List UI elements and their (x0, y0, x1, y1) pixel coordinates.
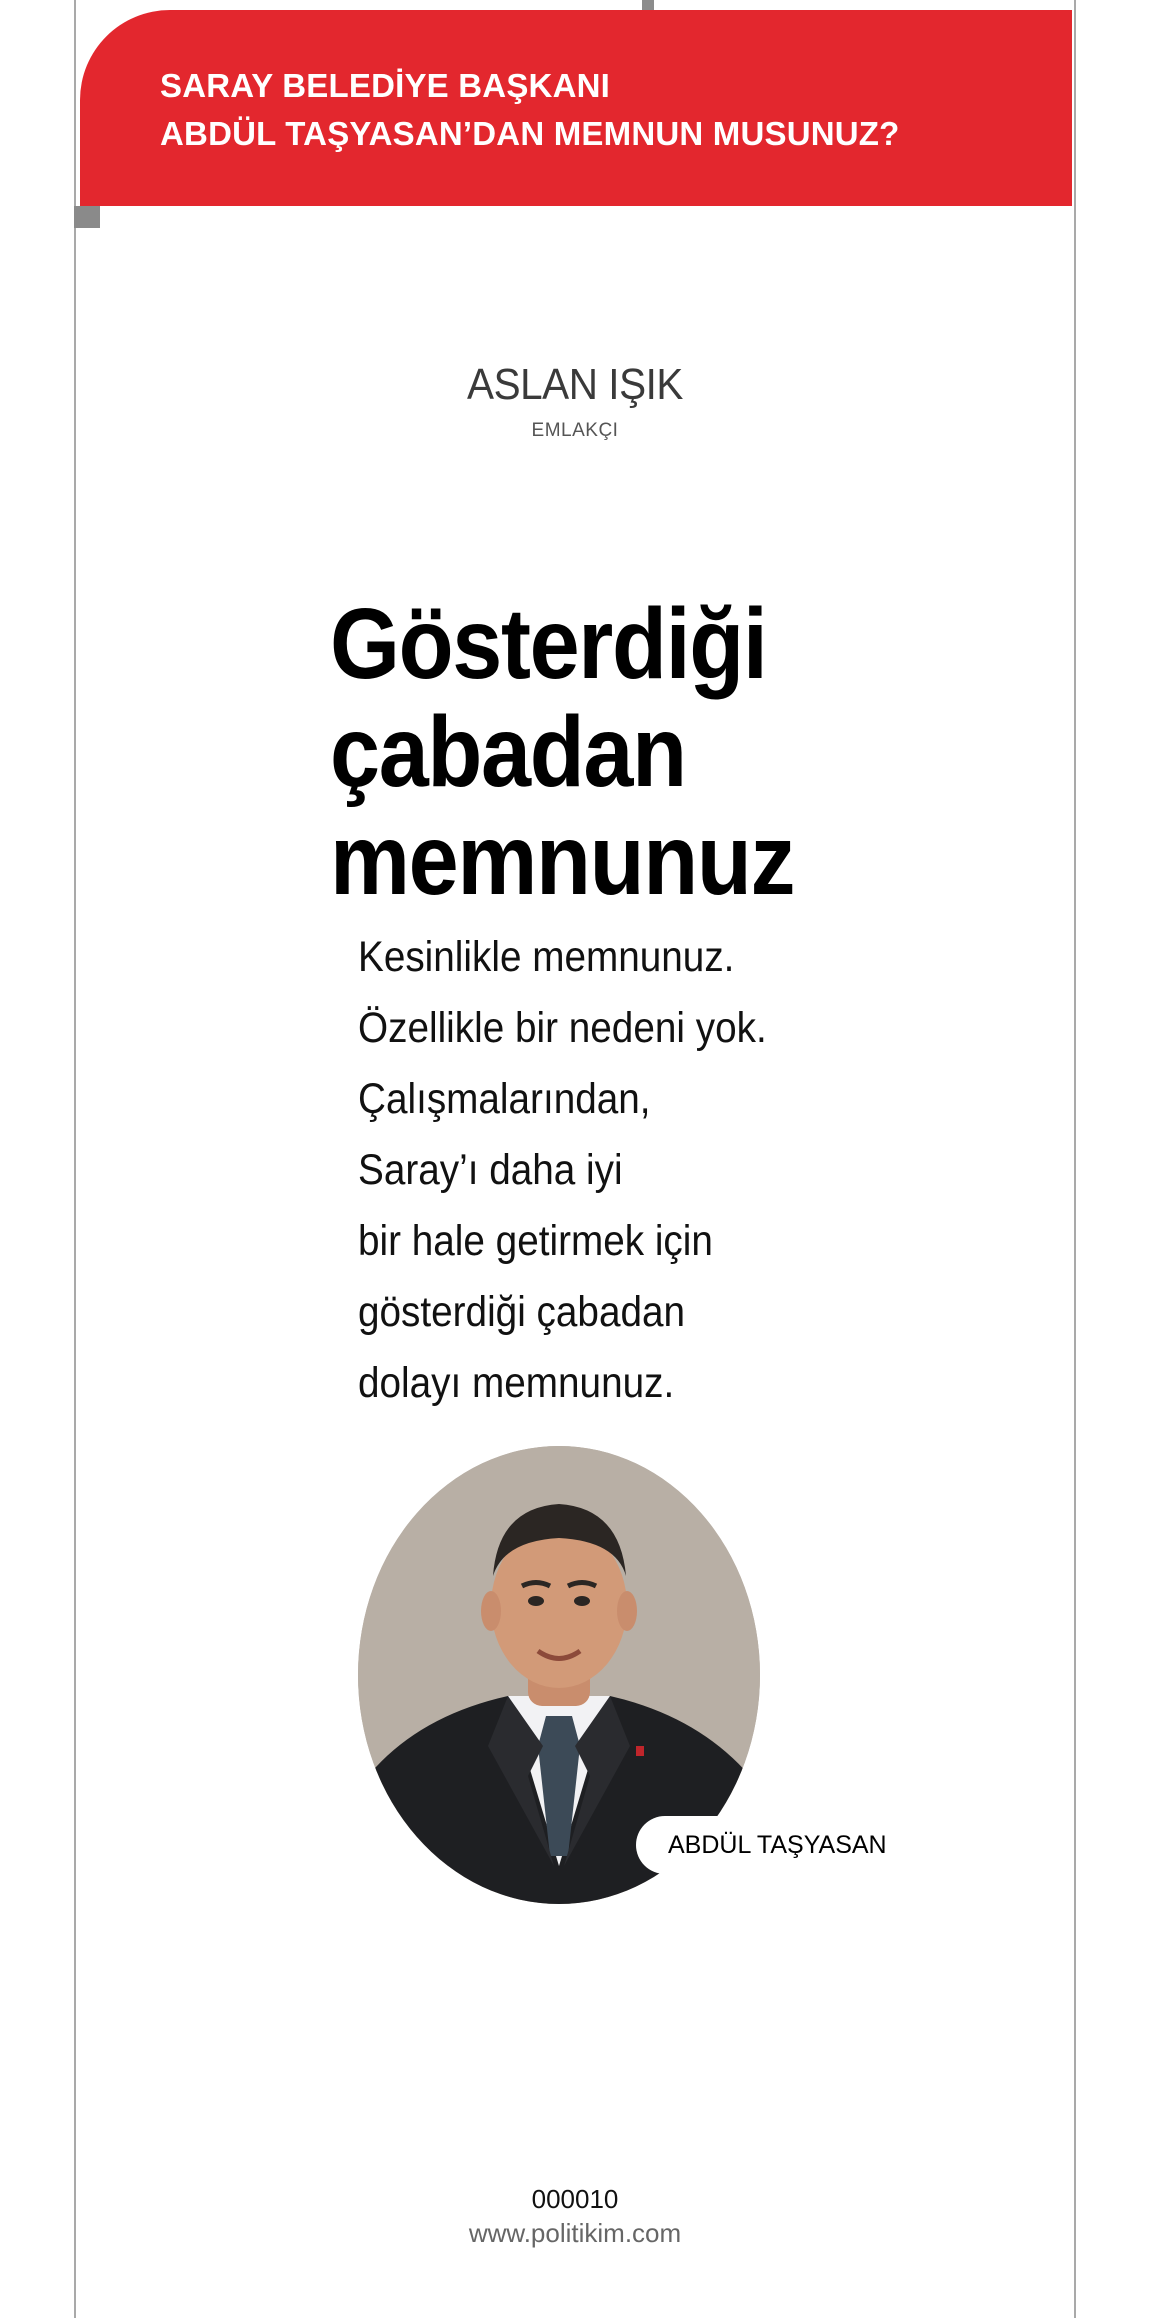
headline (330, 590, 870, 914)
author-role: EMLAKÇI (531, 420, 619, 441)
footer-url[interactable]: www.politikim.com (468, 2218, 682, 2248)
header-banner (80, 10, 1072, 206)
banner-corner-mark (74, 206, 100, 228)
body-line-6: gösterdiği çabadan (358, 1288, 686, 1336)
body-line-1: Kesinlikle memnunuz. (358, 933, 735, 981)
author-name: ASLAN IŞIK (467, 360, 683, 409)
body-line-3: Çalışmalarından, (358, 1075, 651, 1123)
body-line-5: bir hale getirmek için (358, 1217, 713, 1265)
headline-line-3: memnunuz (330, 804, 795, 916)
headline-line-2: çabadan (330, 696, 686, 808)
body-text (358, 922, 826, 1419)
banner-title-line-2: ABDÜL TAŞYASAN’DAN MEMNUN MUSUNUZ? (160, 115, 900, 152)
footer-code: 000010 (531, 2184, 619, 2214)
body-line-2: Özellikle bir nedeni yok. (358, 1004, 767, 1052)
banner-title-line-1: SARAY BELEDİYE BAŞKANI (160, 67, 610, 104)
top-marker (642, 0, 654, 10)
banner-title (160, 62, 900, 158)
headline-line-1: Gösterdiği (330, 588, 767, 700)
page-frame-right-line (1074, 0, 1076, 2318)
page-frame-left-line (74, 0, 76, 2318)
body-line-4: Saray’ı daha iyi (358, 1146, 623, 1194)
portrait-caption: ABDÜL TAŞYASAN (636, 1816, 882, 1874)
body-line-7: dolayı memnunuz. (358, 1359, 675, 1407)
